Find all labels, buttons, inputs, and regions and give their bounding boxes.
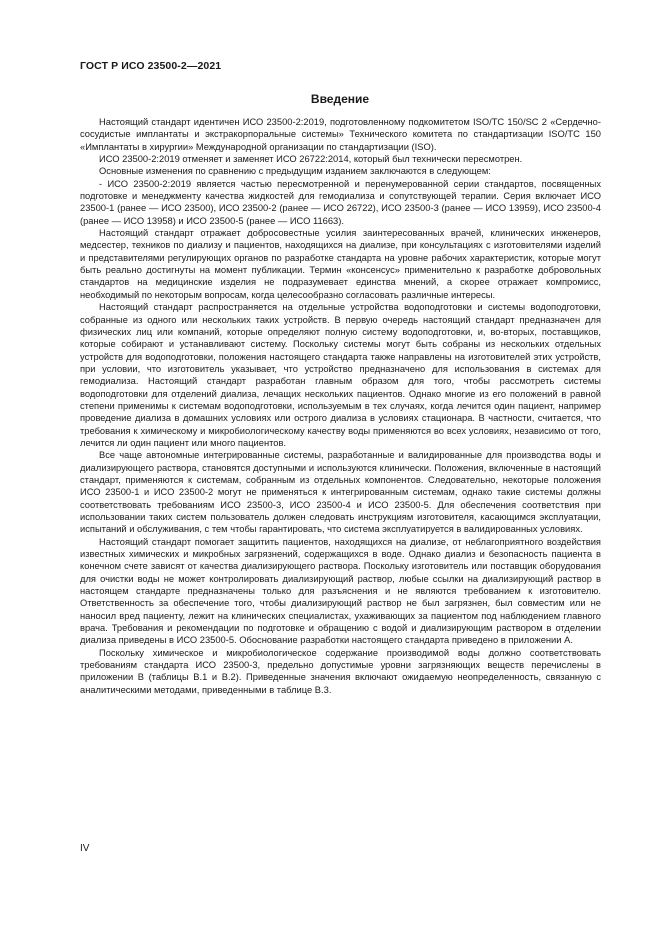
- page-number: IV: [80, 843, 90, 854]
- paragraph-changes-list: - ИСО 23500-2:2019 является частью пересмотренной и перенумерованной серии стандартов, посвященных подготовке и менеджменту качества жидкостей для гемодиализа и сопутствующей терапии. Серия включает ИСО 23500-1 (ранее — ИСО 23500), ИСО 23500-2 (ранее — ИСО 26722), ИСО 23500-3 (ранее — ИСО 13959), ИСО 23500-4 (ранее — ИСО 13958) и ИСО 23500-5 (ранее — ИСО 11663).: [80, 178, 601, 226]
- section-title: Введение: [310, 92, 370, 106]
- paragraph-patient-protection: Настоящий стандарт помогает защитить пациентов, находящихся на диализе, от неблагоприятного воздействия известных химических и микробных загрязнений, содержащихся в воде. Однако диализ и безопасность пациента в конечном счете зависят от качества диализирующего раствора. Поскольку изготовитель или поставщик оборудования для очистки воды не может контролировать диализирующий раствор, любые ссылки на диализирующий раствор в настоящем стандарте предназначены только для разъяснения и не являются требованием к изготовителю. Ответственность за обеспечение того, чтобы диализирующий раствор не был загрязнен, был совместим или не наносил вред пациенту, лежит на клинических специалистах, ухаживающих за пациентом под наблюдением главного врача. Требования и рекомендации по подготовке и обращению с водой и диализирующим раствором в отделении диализа приведены в ИСО 23500-5. Обоснование разработки настоящего стандарта приведено в приложении А.: [80, 536, 601, 646]
- paragraph-changes-intro: Основные изменения по сравнению с предыдущим изданием заключаются в следующем:: [99, 166, 491, 177]
- standard-header: ГОСТ Р ИСО 23500-2—2021: [80, 60, 222, 72]
- paragraph-scope: Настоящий стандарт распространяется на отдельные устройства водоподготовки и системы водоподготовки, собранные из одного или нескольких таких устройств. В первую очередь настоящий стандарт предназначен для физических лиц или компаний, которые определяют полную систему водоподготовки, и, во-вторых, поставщиков, которые собирают и устанавливают систему. Поскольку системы могут быть собраны из нескольких отдельных устройств для водоподготовки, положения настоящего стандарта также направлены на изготовителей этих устройств, при условии, что изготовитель указывает, что устройство предназначено для использования в системах для гемодиализа. Настоящий стандарт разработан главным образом для того, чтобы рассмотреть системы водоподготовки для отделений диализа, лечащих нескольких пациентов. Однако многие из его положений в равной степени применимы к системам водоподготовки, используемым в тех случаях, когда лечится один пациент, например проведение диализа в домашних условиях или острого диализа в условиях стационара. В частности, считается, что требования к химическому и микробиологическому качеству воды применяются во всех условиях, независимо от того, лечится ли один пациент или много пациентов.: [80, 302, 601, 448]
- body-text: [80, 116, 601, 696]
- paragraph-contaminant-limits: Поскольку химическое и микробиологическое содержание производимой воды должно соответствовать требованиям стандарта ИСО 23500-3, предельно допустимые уровни загрязняющих веществ перечислены в приложении В (таблицы В.1 и В.2). Приведенные значения включают ожидаемую неопределенность, связанную с аналитическими методами, приведенными в таблице В.3.: [80, 647, 601, 695]
- paragraph-replaces: ИСО 23500-2:2019 отменяет и заменяет ИСО 26722:2014, который был технически пересмотрен.: [99, 154, 523, 165]
- paragraph-integrated-systems: Все чаще автономные интегрированные системы, разработанные и валидированные для производства воды и диализирующего раствора, становятся доступными и используются клинически. Положения, включенные в настоящий стандарт, применяются к системам, собранным из отдельных компонентов. Следовательно, некоторые положения ИСО 23500-1 и ИСО 23500-2 могут не применяться к интегрированным системам, однако такие системы должны соответствовать требованиям ИСО 23500-3, ИСО 23500-4 и ИСО 23500-5. Для обеспечения соответствия при использовании таких систем пользователь должен следовать инструкциям изготовителя, касающимся эксплуатации, испытаний и обслуживания, с тем чтобы гарантировать, что система эксплуатируется в валидированных условиях.: [80, 450, 601, 535]
- paragraph-consensus: Настоящий стандарт отражает добросовестные усилия заинтересованных врачей, клинических инженеров, медсестер, техников по диализу и пациентов, находящихся на диализе, при консультациях с изготовителями изделий и представителями регулирующих органов по разработке стандарта на уровне рабочих характеристик, которые могут быть реально достигнуты на момент публикации. Термин «консенсус» применительно к разработке добровольных стандартов на медицинские изделия не подразумевает единства мнений, а скорее отражает компромисс, необходимый по некоторым вопросам, когда целесообразно согласовать различные интересы.: [80, 228, 601, 300]
- paragraph-identity: Настоящий стандарт идентичен ИСО 23500-2:2019, подготовленному подкомитетом ISO/TC 150/SC 2 «Сердечно-сосудистые имплантаты и экстракорпоральные системы» Технического комитета по стандартизации ISO/TC 150 «Имплантаты в хирургии» Международной организации по стандартизации (ISO).: [80, 117, 601, 152]
